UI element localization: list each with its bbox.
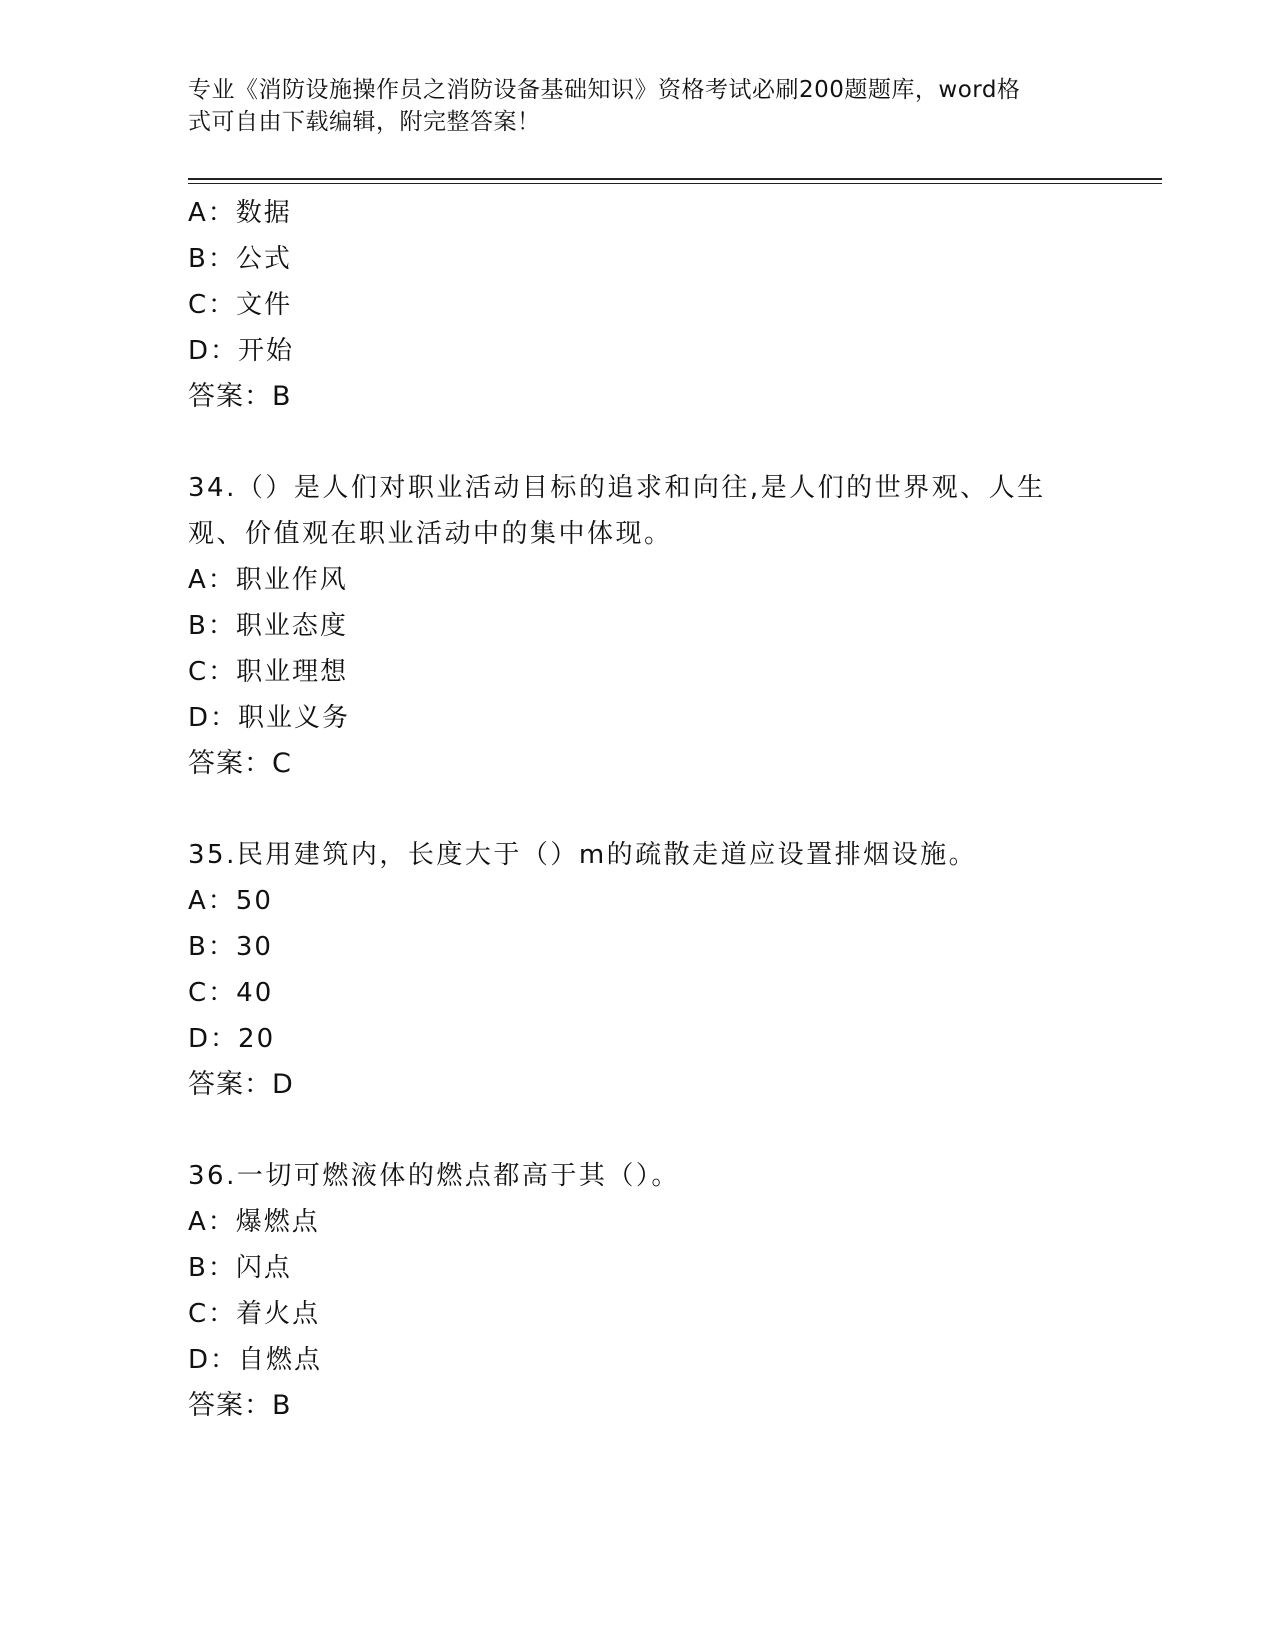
option-c: C：40: [188, 978, 274, 1008]
option-b: B：公式: [188, 244, 292, 274]
answer: 答案：C: [188, 748, 292, 779]
header-divider-thin: [188, 183, 1162, 184]
option-d: D：开始: [188, 336, 295, 366]
question-stem: 36.一切可燃液体的燃点都高于其（）。: [188, 1161, 680, 1191]
option-c: C：文件: [188, 290, 293, 320]
question-34: [188, 465, 1088, 787]
option-d: D：自燃点: [188, 1345, 323, 1375]
option-a: A：数据: [188, 198, 292, 228]
option-b: B：职业态度: [188, 611, 348, 641]
question-list: [188, 190, 1088, 1474]
question-33: [188, 190, 1088, 420]
question-35: [188, 832, 1088, 1108]
document-header: [188, 74, 1068, 138]
option-d: D：20: [188, 1024, 276, 1054]
option-a: A：爆燃点: [188, 1207, 320, 1237]
option-b: B：30: [188, 932, 273, 962]
header-line-2: 式可自由下载编辑，附完整答案！: [188, 109, 541, 135]
answer: 答案：D: [188, 1069, 294, 1100]
answer: 答案：B: [188, 1390, 292, 1421]
question-stem: 35.民用建筑内，长度大于（）m的疏散走道应设置排烟设施。: [188, 840, 978, 870]
option-c: C：着火点: [188, 1299, 321, 1329]
header-divider-thick: [188, 178, 1162, 180]
header-line-1: 专业《消防设施操作员之消防设备基础知识》资格考试必刷200题题库，word格: [188, 77, 1021, 103]
question-36: [188, 1153, 1088, 1429]
answer: 答案：B: [188, 381, 292, 412]
question-stem-line-2: 观、价值观在职业活动中的集中体现。: [188, 519, 673, 549]
option-d: D：职业义务: [188, 703, 351, 733]
option-c: C：职业理想: [188, 657, 349, 687]
option-a: A：职业作风: [188, 565, 348, 595]
option-b: B：闪点: [188, 1253, 292, 1283]
option-a: A：50: [188, 886, 273, 916]
question-stem-line-1: 34.（）是人们对职业活动目标的追求和向往,是人们的世界观、人生: [188, 473, 1046, 503]
